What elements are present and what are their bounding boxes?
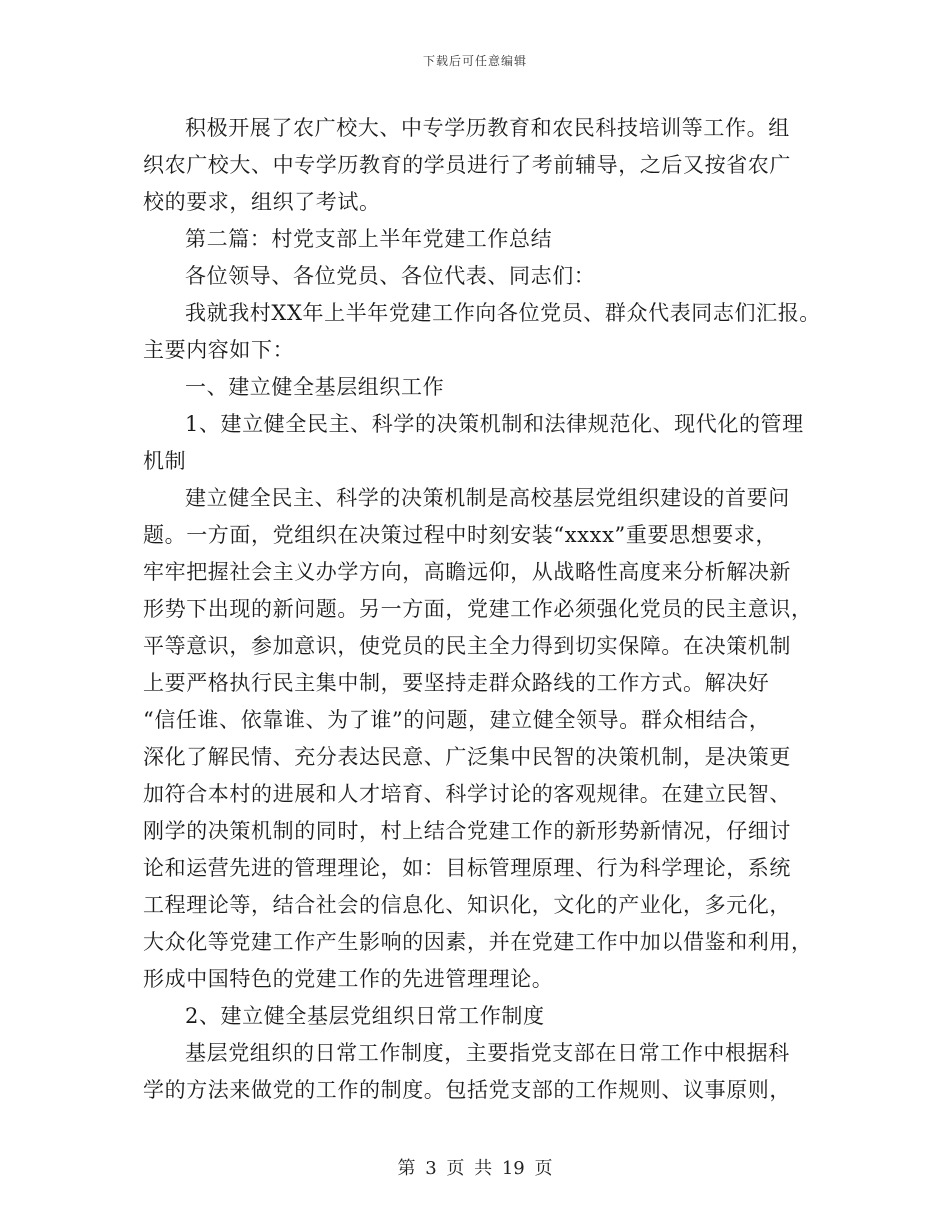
text-line: 平等意识，参加意识，使党员的民主全力得到切实保障。在决策机制 (143, 634, 791, 658)
text-line: 上要严格执行民主集中制，要坚持走群众路线的工作方式。解决好 (143, 671, 770, 695)
document-body (143, 110, 821, 1109)
text-line: 刚学的决策机制的同时，村上结合党建工作的新形势新情况，仔细讨 (143, 819, 791, 843)
text-line: 牢牢把握社会主义办学方向，高瞻远仰，从战略性高度来分析解决新 (143, 560, 791, 584)
text-line: 我就我村XX年上半年党建工作向各位党员、群众代表同志们汇报。 (185, 301, 821, 325)
text-line: 建立健全民主、科学的决策机制是高校基层党组织建设的首要问 (185, 486, 790, 510)
text-line: 深化了解民情、充分表达民意、广泛集中民智的决策机制，是决策更 (143, 745, 791, 769)
page-header: 下载后可任意编辑 (422, 54, 527, 68)
text-line: 校的要求，组织了考试。 (143, 190, 381, 214)
text-line: 第二篇：村党支部上半年党建工作总结 (185, 227, 553, 251)
text-line: 论和运营先进的管理理论，如：目标管理原理、行为科学理论，系统 (143, 856, 791, 880)
text-line: 学的方法来做党的工作的制度。包括党支部的工作规则、议事原则， (143, 1078, 791, 1102)
text-line: 形势下出现的新问题。另一方面，党建工作必须强化党员的民主意识， (143, 597, 813, 621)
page-footer: 第 3 页 共 19 页 (397, 1158, 553, 1179)
text-line: 各位领导、各位党员、各位代表、同志们： (185, 264, 596, 288)
text-line: 题。一方面，党组织在决策过程中时刻安装“xxxx”重要思想要求， (143, 523, 778, 547)
text-line: 织农广校大、中专学历教育的学员进行了考前辅导，之后又按省农广 (143, 153, 791, 177)
text-line: 工程理论等，结合社会的信息化、知识化，文化的产业化，多元化， (143, 893, 791, 917)
text-line: 基层党组织的日常工作制度，主要指党支部在日常工作中根据科 (185, 1041, 790, 1065)
text-line: 机制 (143, 449, 187, 473)
text-line: 主要内容如下： (143, 338, 295, 362)
text-line: 积极开展了农广校大、中专学历教育和农民科技培训等工作。组 (185, 116, 790, 140)
text-line: “信任谁、依靠谁、为了谁”的问题，建立健全领导。群众相结合， (143, 708, 771, 732)
text-line: 一、建立健全基层组织工作 (185, 375, 445, 399)
text-line: 大众化等党建工作产生影响的因素，并在党建工作中加以借鉴和利用， (143, 930, 813, 954)
text-line: 加符合本村的进展和人才培育、科学讨论的客观规律。在建立民智、 (143, 782, 791, 806)
text-line: 1、建立健全民主、科学的决策机制和法律规范化、现代化的管理 (185, 412, 804, 436)
text-line: 形成中国特色的党建工作的先进管理理论。 (143, 967, 554, 991)
text-line: 2、建立健全基层党组织日常工作制度 (185, 1004, 545, 1028)
